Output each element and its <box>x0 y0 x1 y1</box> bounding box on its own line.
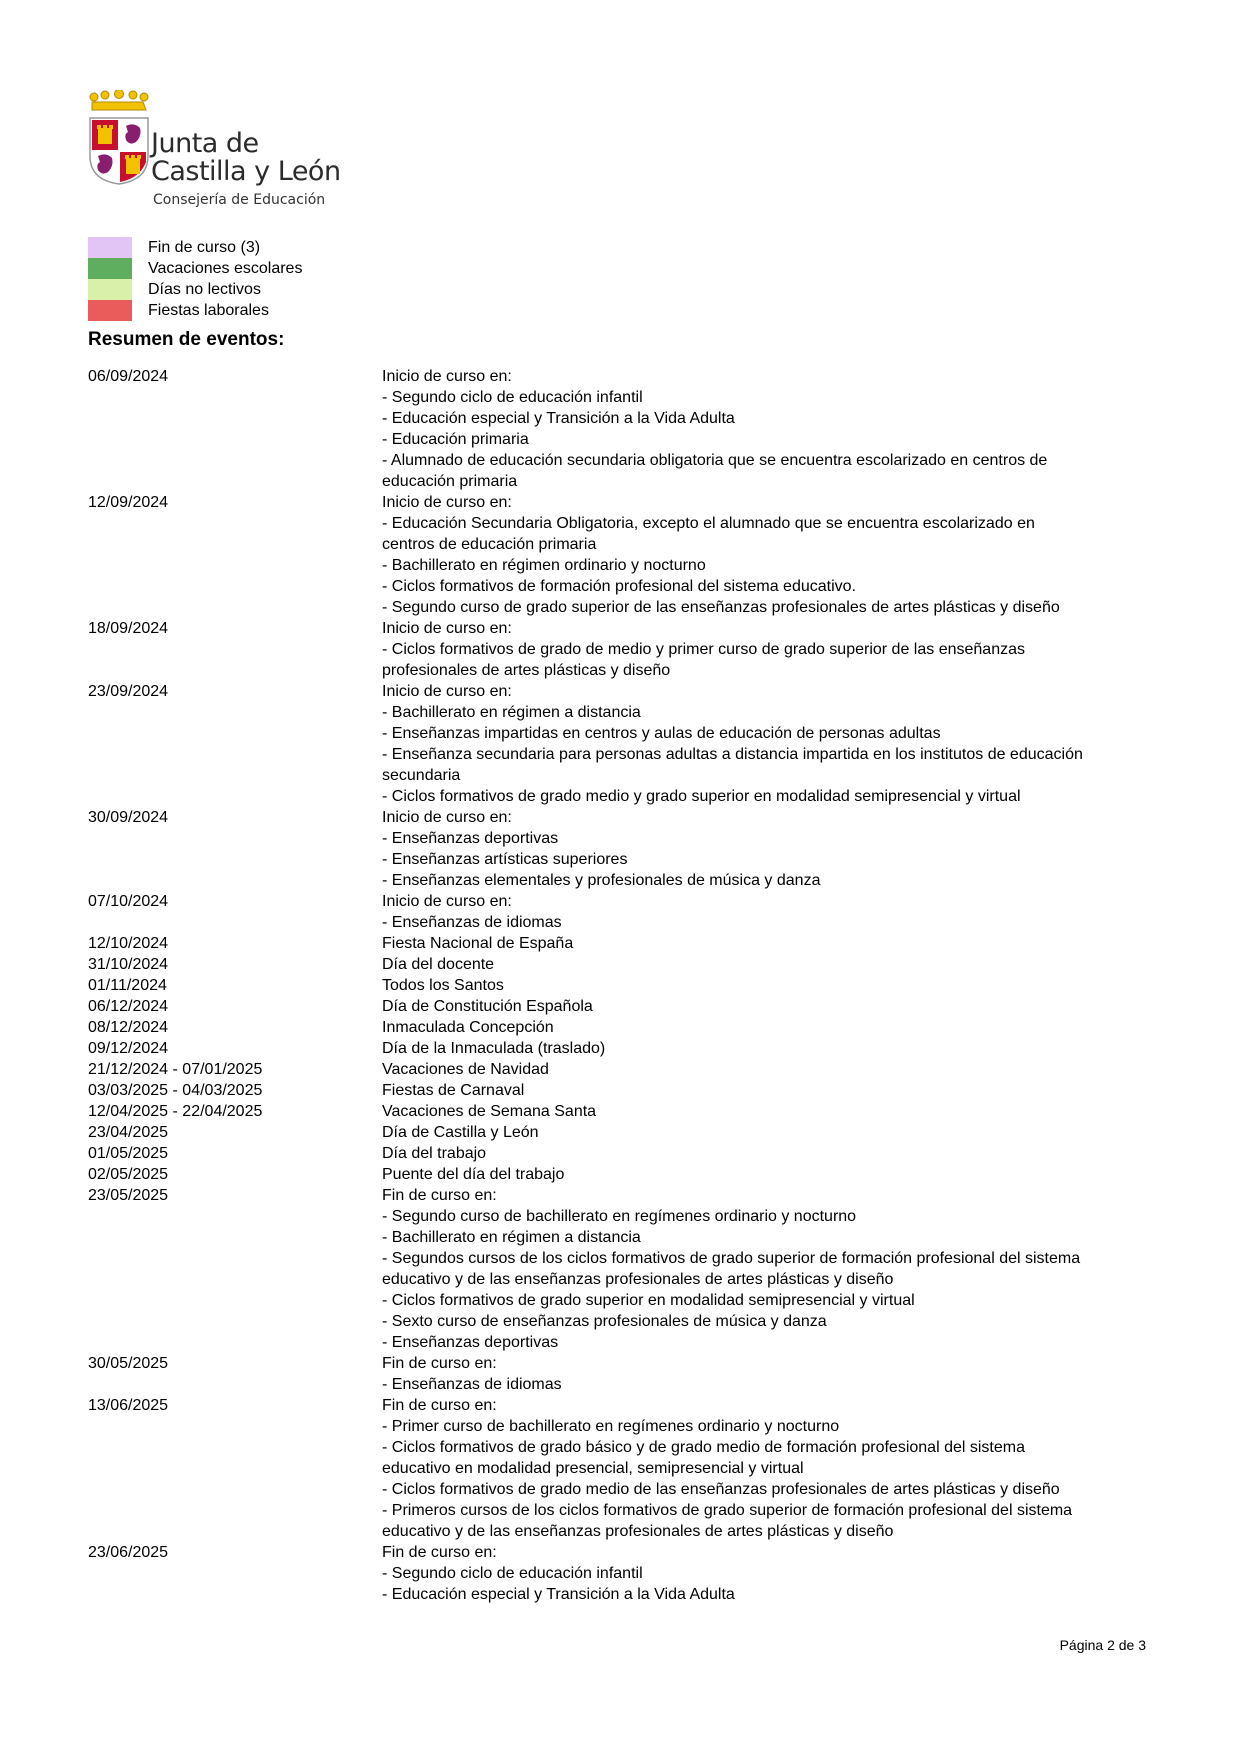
event-line: Inicio de curso en: <box>382 893 512 910</box>
event-date: 12/09/2024 <box>88 494 169 511</box>
event-line: - Educación Secundaria Obligatoria, excepto el alumnado que se encuentra escolarizado en <box>382 515 1035 532</box>
legend-item <box>88 279 302 300</box>
event-line: - Educación especial y Transición a la Vida Adulta <box>382 1586 735 1603</box>
event-line: - Enseñanzas de idiomas <box>382 914 562 931</box>
junta-logo <box>88 90 388 210</box>
event-row <box>88 1080 1148 1101</box>
event-row <box>88 681 1148 807</box>
event-line: Inicio de curso en: <box>382 368 512 385</box>
event-row <box>88 1542 1148 1605</box>
event-date: 13/06/2025 <box>88 1397 169 1414</box>
event-line: centros de educación primaria <box>382 536 597 553</box>
event-line: Todos los Santos <box>382 977 504 994</box>
event-line: - Enseñanza secundaria para personas adultas a distancia impartida en los institutos de educación <box>382 746 1083 763</box>
legend-swatch <box>88 258 132 279</box>
event-row <box>88 954 1148 975</box>
event-date: 06/12/2024 <box>88 998 169 1015</box>
event-row <box>88 618 1148 681</box>
event-date: 08/12/2024 <box>88 1019 169 1036</box>
logo-title <box>151 130 341 186</box>
event-line: - Ciclos formativos de grado medio de las enseñanzas profesionales de artes plásticas y diseño <box>382 1481 1060 1498</box>
event-line: Fin de curso en: <box>382 1397 497 1414</box>
event-line: - Sexto curso de enseñanzas profesionales de música y danza <box>382 1313 827 1330</box>
event-line: Día de la Inmaculada (traslado) <box>382 1040 606 1057</box>
event-line: secundaria <box>382 767 461 784</box>
event-date: 01/11/2024 <box>88 977 167 994</box>
event-date: 12/10/2024 <box>88 935 169 952</box>
event-date: 12/04/2025 - 22/04/2025 <box>88 1103 263 1120</box>
legend-item <box>88 258 302 279</box>
event-description <box>382 1038 1148 1059</box>
event-line: - Enseñanzas de idiomas <box>382 1376 562 1393</box>
legend-label: Fin de curso (3) <box>148 238 261 256</box>
event-date: 02/05/2025 <box>88 1166 169 1183</box>
event-line: Puente del día del trabajo <box>382 1166 565 1183</box>
event-description <box>382 1143 1148 1164</box>
event-line: Vacaciones de Navidad <box>382 1061 549 1078</box>
event-row <box>88 933 1148 954</box>
event-line: Vacaciones de Semana Santa <box>382 1103 597 1120</box>
legend-swatch <box>88 300 132 321</box>
event-date: 23/05/2025 <box>88 1187 169 1204</box>
event-line: - Enseñanzas deportivas <box>382 830 559 847</box>
legend-swatch <box>88 279 132 300</box>
event-row <box>88 1143 1148 1164</box>
event-line: Fin de curso en: <box>382 1544 497 1561</box>
event-line: profesionales de artes plásticas y diseño <box>382 662 671 679</box>
event-description <box>382 1059 1148 1080</box>
event-line: - Bachillerato en régimen ordinario y nocturno <box>382 557 706 574</box>
event-row <box>88 1395 1148 1542</box>
event-line: - Bachillerato en régimen a distancia <box>382 704 641 721</box>
event-description <box>382 681 1148 807</box>
event-line: - Segundo ciclo de educación infantil <box>382 389 643 406</box>
event-description <box>382 1017 1148 1038</box>
event-row <box>88 891 1148 933</box>
event-description <box>382 1395 1148 1542</box>
event-date: 23/04/2025 <box>88 1124 169 1141</box>
event-description <box>382 933 1148 954</box>
event-description <box>382 1185 1148 1353</box>
coat-of-arms-icon <box>88 90 150 186</box>
event-row <box>88 366 1148 492</box>
event-row <box>88 1164 1148 1185</box>
event-line: - Alumnado de educación secundaria obligatoria que se encuentra escolarizado en centros de <box>382 452 1048 469</box>
event-line: - Segundo curso de grado superior de las enseñanzas profesionales de artes plásticas y diseño <box>382 599 1060 616</box>
event-date: 06/09/2024 <box>88 368 169 385</box>
logo-title-line1: Junta de <box>151 128 259 159</box>
events-list <box>88 366 1148 1605</box>
event-date: 03/03/2025 - 04/03/2025 <box>88 1082 263 1099</box>
legend-item <box>88 300 302 321</box>
event-description <box>382 1122 1148 1143</box>
event-description <box>382 1353 1148 1395</box>
event-line: - Ciclos formativos de formación profesional del sistema educativo. <box>382 578 856 595</box>
event-date: 30/09/2024 <box>88 809 169 826</box>
event-row <box>88 1038 1148 1059</box>
event-line: Día de Castilla y León <box>382 1124 539 1141</box>
legend-label: Fiestas laborales <box>148 301 269 319</box>
event-line: - Segundo curso de bachillerato en regímenes ordinario y nocturno <box>382 1208 857 1225</box>
event-date: 09/12/2024 <box>88 1040 169 1057</box>
event-line: Inmaculada Concepción <box>382 1019 554 1036</box>
event-date: 07/10/2024 <box>88 893 169 910</box>
event-description <box>382 1101 1148 1122</box>
event-description <box>382 366 1148 492</box>
event-line: - Educación primaria <box>382 431 529 448</box>
event-row <box>88 996 1148 1017</box>
event-line: - Primeros cursos de los ciclos formativos de grado superior de formación profesional del sistema <box>382 1502 1073 1519</box>
event-date: 23/09/2024 <box>88 683 169 700</box>
event-date: 31/10/2024 <box>88 956 169 973</box>
event-row <box>88 1185 1148 1353</box>
event-line: Fin de curso en: <box>382 1187 497 1204</box>
logo-title-line2: Castilla y León <box>151 156 341 187</box>
event-description <box>382 954 1148 975</box>
event-description <box>382 1542 1148 1605</box>
event-row <box>88 1122 1148 1143</box>
event-row <box>88 807 1148 891</box>
event-line: - Segundo ciclo de educación infantil <box>382 1565 643 1582</box>
event-line: educativo y de las enseñanzas profesionales de artes plásticas y diseño <box>382 1271 894 1288</box>
event-line: Fiestas de Carnaval <box>382 1082 525 1099</box>
event-line: - Ciclos formativos de grado medio y grado superior en modalidad semipresencial y virtual <box>382 788 1021 805</box>
event-description <box>382 807 1148 891</box>
event-description <box>382 975 1148 996</box>
event-line: Inicio de curso en: <box>382 494 512 511</box>
event-row <box>88 1353 1148 1395</box>
event-line: educativo en modalidad presencial, semipresencial y virtual <box>382 1460 804 1477</box>
legend <box>88 237 302 321</box>
event-line: - Enseñanzas artísticas superiores <box>382 851 628 868</box>
event-row <box>88 1059 1148 1080</box>
event-line: Día de Constitución Española <box>382 998 593 1015</box>
event-line: - Bachillerato en régimen a distancia <box>382 1229 641 1246</box>
event-row <box>88 1101 1148 1122</box>
event-line: - Ciclos formativos de grado de medio y primer curso de grado superior de las enseñanzas <box>382 641 1025 658</box>
event-row <box>88 975 1148 996</box>
event-line: - Ciclos formativos de grado superior en modalidad semipresencial y virtual <box>382 1292 915 1309</box>
event-description <box>382 891 1148 933</box>
event-date: 18/09/2024 <box>88 620 169 637</box>
event-line: educación primaria <box>382 473 518 490</box>
event-line: - Educación especial y Transición a la Vida Adulta <box>382 410 735 427</box>
event-line: Fin de curso en: <box>382 1355 497 1372</box>
logo-subtitle: Consejería de Educación <box>153 192 326 208</box>
event-line: Inicio de curso en: <box>382 809 512 826</box>
event-description <box>382 1164 1148 1185</box>
event-line: Día del docente <box>382 956 495 973</box>
event-line: educativo y de las enseñanzas profesionales de artes plásticas y diseño <box>382 1523 894 1540</box>
event-description <box>382 1080 1148 1101</box>
event-line: Día del trabajo <box>382 1145 487 1162</box>
event-line: - Enseñanzas elementales y profesionales de música y danza <box>382 872 821 889</box>
event-line: - Segundos cursos de los ciclos formativos de grado superior de formación profesional del sistema <box>382 1250 1081 1267</box>
event-row <box>88 492 1148 618</box>
event-description <box>382 618 1148 681</box>
event-line: Fiesta Nacional de España <box>382 935 574 952</box>
event-line: - Ciclos formativos de grado básico y de grado medio de formación profesional del sistema <box>382 1439 1025 1456</box>
event-line: Inicio de curso en: <box>382 683 512 700</box>
legend-item <box>88 237 302 258</box>
event-date: 23/06/2025 <box>88 1544 169 1561</box>
event-description <box>382 492 1148 618</box>
legend-label: Días no lectivos <box>148 280 261 298</box>
event-date: 01/05/2025 <box>88 1145 169 1162</box>
summary-title: Resumen de eventos: <box>88 329 285 350</box>
event-description <box>382 996 1148 1017</box>
event-line: - Enseñanzas deportivas <box>382 1334 559 1351</box>
legend-label: Vacaciones escolares <box>148 259 303 277</box>
event-line: - Primer curso de bachillerato en regímenes ordinario y nocturno <box>382 1418 840 1435</box>
event-line: Inicio de curso en: <box>382 620 512 637</box>
event-date: 30/05/2025 <box>88 1355 169 1372</box>
page-number: Página 2 de 3 <box>1059 1637 1146 1653</box>
event-line: - Enseñanzas impartidas en centros y aulas de educación de personas adultas <box>382 725 941 742</box>
event-row <box>88 1017 1148 1038</box>
event-date: 21/12/2024 - 07/01/2025 <box>88 1061 263 1078</box>
legend-swatch <box>88 237 132 258</box>
